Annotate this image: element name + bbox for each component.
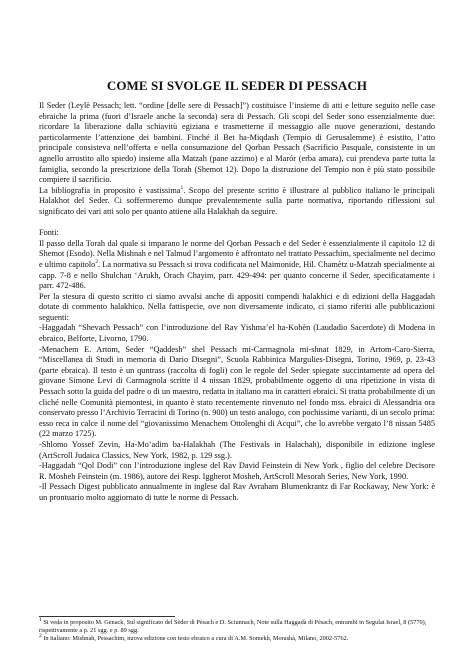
page-title: COME SI SVOLGE IL SEDER DI PESSACH (106, 78, 368, 93)
list-item (39, 323, 435, 344)
bibliography-entry: -Il Pessach Digest pubblicato annualmente in inglese dal Rav Avraham Blumenkrantz di Far Rockaway, New York: è un prontuario molto aggiornato di tutte le norme di Pessach. (39, 482, 435, 502)
paragraph-intro (39, 101, 435, 186)
body-text (39, 101, 435, 504)
paragraph-torah-sources (39, 239, 435, 292)
footnote-mark: 2 (39, 633, 42, 640)
list-item (39, 482, 435, 503)
sources-heading: Fonti: (39, 228, 59, 238)
paragraph-text: Il Seder (Leylè Pessach; lett. “ordine [delle sere di Pessach]”) costituisce l’insieme di atti e letture seguito nelle case ebraiche la prima (fuori d’Israele anche la seconda) sera di Pessach. Gli scopi del Seder sono essenzialmente due: ricordare la liberazione dalla schiavitù egiziana e trasmetterne il messaggio alle nuove generazioni, destando particolarmente l’attenzione dei bambini. Finché il Bet ha-Miqdash (Tempio di Gerusalemme) è esistito, l’atto principale consisteva nell’offerta e nella consumazione del Qorban Pessach (Sacrificio Pasquale, consistente in un agnello arrostito allo spiedo) insieme alla Matzah (pane azzimo) e al Marór (erba amara), cui prendeva parte tutta la famiglia, secondo la prescrizione della Torah (Shemot 12). Dopo la distruzione del Tempio non è più stato possibile compiere il sacrificio. (39, 101, 435, 185)
bibliography-entry: -Haggadah “Qol Dodi” con l’introduzione inglese del Rav David Feinstein di New York , figlio del celebre Decisore R. Mosheh Feinstein (m. 1986), autore dei Resp. Iggherot Mosheh, ArtScroll Mesorah Series, New York, 1990. (39, 461, 435, 481)
bibliography-entry: -Haggadah “Shevach Pessach” con l’introduzione del Rav Yishma’el ha-Kohèn (Laudadio Sacerdote) di Modena in ebraico, Belforte, Livorno, 1790. (39, 323, 435, 344)
footnotes (39, 616, 435, 644)
footnote-ref-1[interactable]: 1 (180, 184, 184, 191)
paragraph-gap (39, 218, 435, 229)
footnote-ref-2[interactable]: 2 (95, 259, 99, 266)
paragraph-text: Il passo della Torah dal quale si imparano le norme del Qorban Pessach e del Seder è essenzialmente il capitolo 12 di Shemot (Esodo). Nella Mishnah e nel Talmud l’argomento è affrontato nel trattato Pessachim, specialmente nel decimo e ultimo capitolo (39, 238, 435, 269)
footnote-text: Si veda in proposito M. Genack, Sul significato del Sèder di Pèsach e D. Sciunnach, Note sulla Haggadà di Pèsach, entrambi in Segulat Israel, 8 (5770), rispettivamente a p. 21 sgg. e p. 89 sgg. (39, 619, 427, 635)
footnote-mark: 1 (39, 616, 42, 623)
bibliography-entry: -Shlomo Yossef Zevin, Ha-Mo’adim ba-Halakhah (The Festivals in Halachah), disponibile in edizione inglese (ArtScroll Judaica Classics, New York, 1982, p. 129 ssg.). (39, 440, 435, 460)
footnote-1 (39, 616, 435, 635)
list-item (39, 461, 435, 482)
list-item (39, 345, 435, 440)
paragraph-text: . Scopo del presente scritto è illustrare al pubblico italiano le principali Halakhot del Seder. Ci soffermeremo dunque prevalentemente sulla parte normativa, riportando riflessioni sul significato dei vari atti solo per quanto attiene alla Halakhah da seguire. (39, 185, 435, 216)
bibliography-entry: -Menachem E. Artom, Seder “Qaddesh” shel Pessach mi-Carmagnola mi-shnat 1829, in Artom-Caro-Sierra, “Miscellanea di Studi in memoria di Dario Disegni”, Scuola Rabbinica Margulies-Disegni, Torino, 1969, p. 23-43 (parte ebraica). Il testo è un quntrass (raccolta di fogli) con le regole del Seder spiegate succintamente ad opera del giovane Simone Levi di Carmagnola scritte il 4 nissan 1829, probabilmente oggetto di una ripetizione in vista di Pessach sotto la guida del padre o di un maestro, redatta in italiano ma in caratteri ebraici. Si tratta probabilmente di un cliché nelle Comunità piemontesi, in quanto è stato recentemente rinvenuto nel fondo mss. ebraici di Alessandria ora conservato presso l’Archivio Terracini di Torino (n. 900) un testo analogo, con pochissime varianti, di un secolo prima: esso reca in calce il nome del “giovanissimo Menachem Ottolenghi di Acqui”, che lo avrebbe vergato l’8 nissan 5485 (22 marzo 1725). (39, 344, 435, 439)
footnote-text: In italiano: Mishnah, Pessachim, nuova edizione con testo ebraico a cura di A.M. Somekh, Morashà, Milano, 2002-5762. (43, 635, 349, 643)
paragraph-sources-heading (39, 228, 435, 239)
footnote-2 (39, 635, 435, 643)
paragraph-text: Per la stesura di questo scritto ci siamo avvalsi anche di appositi compendi halakhici e di edizioni della Haggadah dotate di commento halakhico. Nella fattispecie, ove non diversamente indicato, ci siamo riferiti alle pubblicazioni seguenti: (39, 291, 435, 322)
paragraph-text: La bibliografia in proposito è vastissima (39, 185, 181, 195)
paragraph-text: . La normativa su Pessach si trova codificata nel Maimonide, Hil. Chamètz u-Matzah specialmente ai capp. 7-8 e nello Shulchan ‘Arukh, Orach Chayim, parr. 429-494: per quanto concerne il Seder, specificatamente i parr. 472-486. (39, 259, 435, 291)
paragraph-compendia (39, 292, 435, 324)
list-item (39, 440, 435, 461)
paragraph-bibliography (39, 186, 435, 218)
footnote-separator (39, 616, 175, 617)
